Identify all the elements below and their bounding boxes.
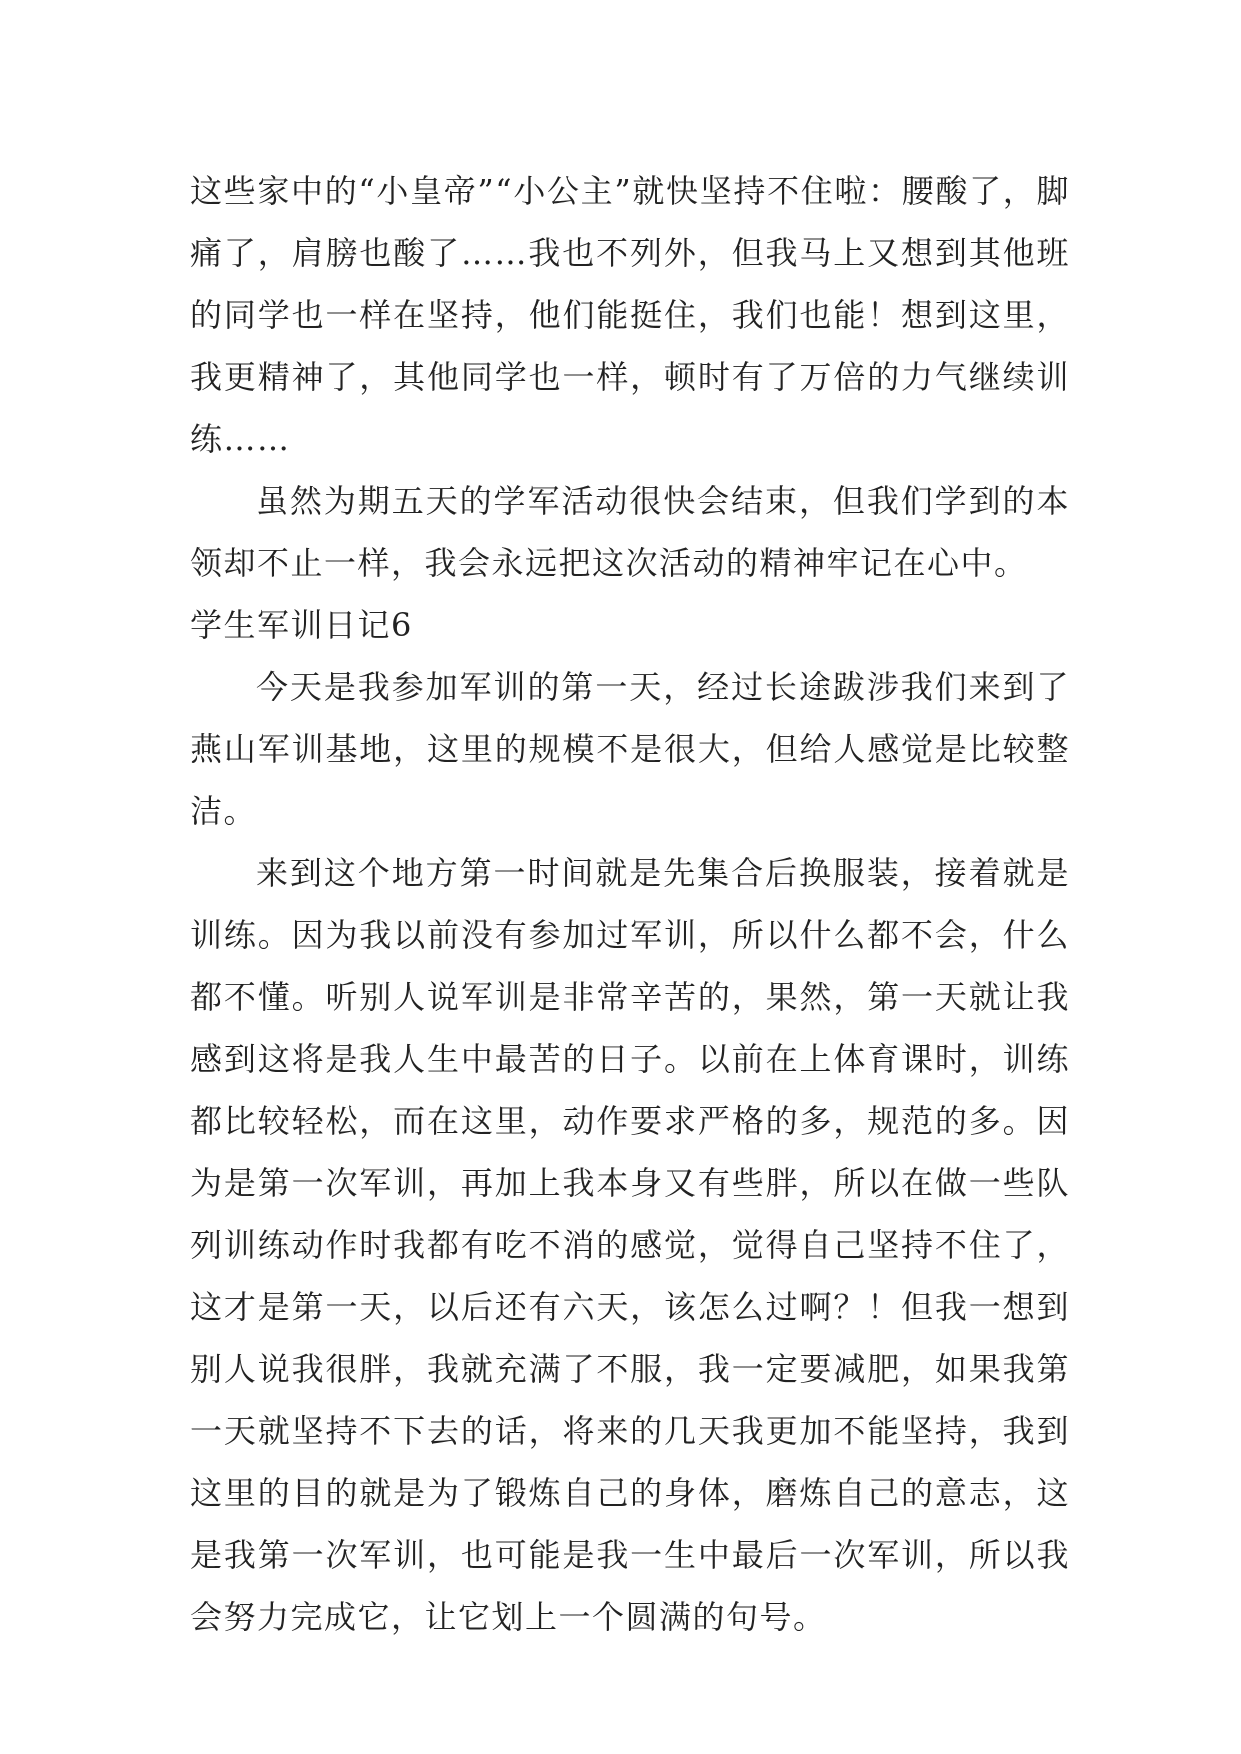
- paragraph-4: 来到这个地方第一时间就是先集合后换服装，接着就是训练。因为我以前没有参加过军训，所以什么都不会，什么都不懂。听别人说军训是非常辛苦的，果然，第一天就让我感到这将是我人生中最苦的日子。以前在上体育课时，训练都比较轻松，而在这里，动作要求严格的多，规范的多。因为是第一次军训，再加上我本身又有些胖，所以在做一些队列训练动作时我都有吃不消的感觉，觉得自己坚持不住了，这才是第一天，以后还有六天，该怎么过啊？！但我一想到别人说我很胖，我就充满了不服，我一定要减肥，如果我第一天就坚持不下去的话，将来的几天我更加不能坚持，我到这里的目的就是为了锻炼自己的身体，磨炼自己的意志，这是我第一次军训，也可能是我一生中最后一次军训，所以我会努力完成它，让它划上一个圆满的句号。: [190, 854, 1070, 1636]
- paragraph-2: 虽然为期五天的学军活动很快会结束，但我们学到的本领却不止一样，我会永远把这次活动的精神牢记在心中。: [190, 482, 1070, 582]
- section-heading: 学生军训日记6: [190, 606, 413, 644]
- paragraph-3: 今天是我参加军训的第一天，经过长途跋涉我们来到了燕山军训基地，这里的规模不是很大，但给人感觉是比较整洁。: [190, 668, 1070, 830]
- document-body: [190, 160, 1070, 1648]
- paragraph-1: 这些家中的“小皇帝”“小公主”就快坚持不住啦：腰酸了，脚痛了，肩膀也酸了……我也不列外，但我马上又想到其他班的同学也一样在坚持，他们能挺住，我们也能！想到这里，我更精神了，其他同学也一样，顿时有了万倍的力气继续训练……: [190, 172, 1070, 458]
